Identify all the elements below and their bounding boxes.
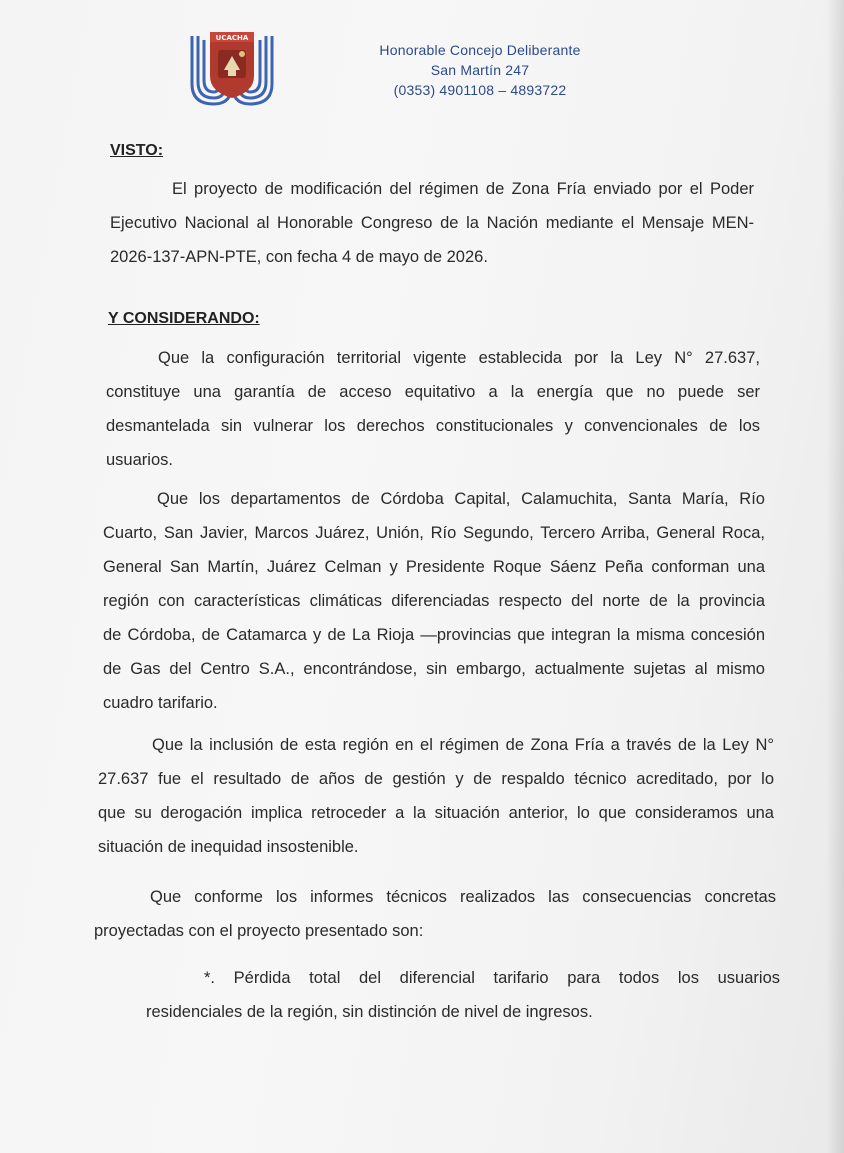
p2-line-6: de Gas del Centro S.A., encontrándose, sin embargo, actualmente sujetas al mismo — [103, 660, 765, 678]
p2-line-5: de Córdoba, de Catamarca y de La Rioja —provincias que integran la misma concesión — [103, 626, 765, 644]
p2-line-1: Que los departamentos de Córdoba Capital, Calamuchita, Santa María, Río — [157, 490, 765, 508]
logo-text: UCACHA — [215, 34, 249, 42]
p3-line-3: que su derogación implica retroceder a la situación anterior, lo que consideramos una — [98, 804, 774, 822]
p3-line-1: Que la inclusión de esta región en el régimen de Zona Fría a través de la Ley N° — [152, 736, 774, 754]
consequence-item-1 — [146, 961, 780, 1029]
visto-paragraph — [110, 172, 754, 274]
letterhead — [350, 40, 610, 100]
p4-line-1: Que conforme los informes técnicos realizados las consecuencias concretas — [150, 888, 776, 906]
p2-line-2: Cuarto, San Javier, Marcos Juárez, Unión, Río Segundo, Tercero Arriba, General Roca, — [103, 524, 765, 542]
considerando-paragraph-4 — [94, 880, 776, 948]
p2-line-3: General San Martín, Juárez Celman y Presidente Roque Sáenz Peña conforman una — [103, 558, 765, 576]
letterhead-phone: (0353) 4901108 – 4893722 — [393, 82, 567, 98]
p3-line-4: situación de inequidad insostenible. — [98, 838, 359, 856]
visto-heading: VISTO: — [110, 142, 164, 159]
considerando-paragraph-2 — [103, 482, 765, 720]
p3-line-2: 27.637 fue el resultado de años de gestión y de respaldo técnico acreditado, por lo — [98, 770, 774, 788]
letterhead-address: San Martín 247 — [430, 62, 530, 78]
p4-line-2: proyectadas con el proyecto presentado son: — [94, 922, 424, 940]
p2-line-7: cuadro tarifario. — [103, 694, 218, 712]
p1-line-4: usuarios. — [106, 451, 173, 469]
page-edge-shadow — [826, 0, 844, 1153]
p1-line-2: constituye una garantía de acceso equitativo a la energía que no puede ser — [106, 383, 760, 401]
visto-line-1: El proyecto de modificación del régimen de Zona Fría enviado por el Poder — [172, 180, 754, 198]
municipal-crest-logo — [184, 26, 280, 108]
considerando-paragraph-3 — [98, 728, 774, 864]
p2-line-4: región con características climáticas diferenciadas respecto del norte de la provincia — [103, 592, 765, 610]
p1-line-3: desmantelada sin vulnerar los derechos constitucionales y convencionales de los — [106, 417, 760, 435]
visto-line-2: Ejecutivo Nacional al Honorable Congreso de la Nación mediante el Mensaje MEN- — [110, 214, 754, 232]
visto-line-3: 2026-137-APN-PTE, con fecha 4 de mayo de 2026. — [110, 248, 488, 266]
bullet1-line-1: *. Pérdida total del diferencial tarifario para todos los usuarios — [204, 969, 780, 987]
p1-line-1: Que la configuración territorial vigente establecida por la Ley N° 27.637, — [158, 349, 760, 367]
considerando-heading: Y CONSIDERANDO: — [108, 310, 260, 327]
considerando-paragraph-1 — [106, 341, 760, 477]
letterhead-institution: Honorable Concejo Deliberante — [379, 42, 581, 58]
bullet1-line-2: residenciales de la región, sin distinción de nivel de ingresos. — [146, 1003, 593, 1021]
